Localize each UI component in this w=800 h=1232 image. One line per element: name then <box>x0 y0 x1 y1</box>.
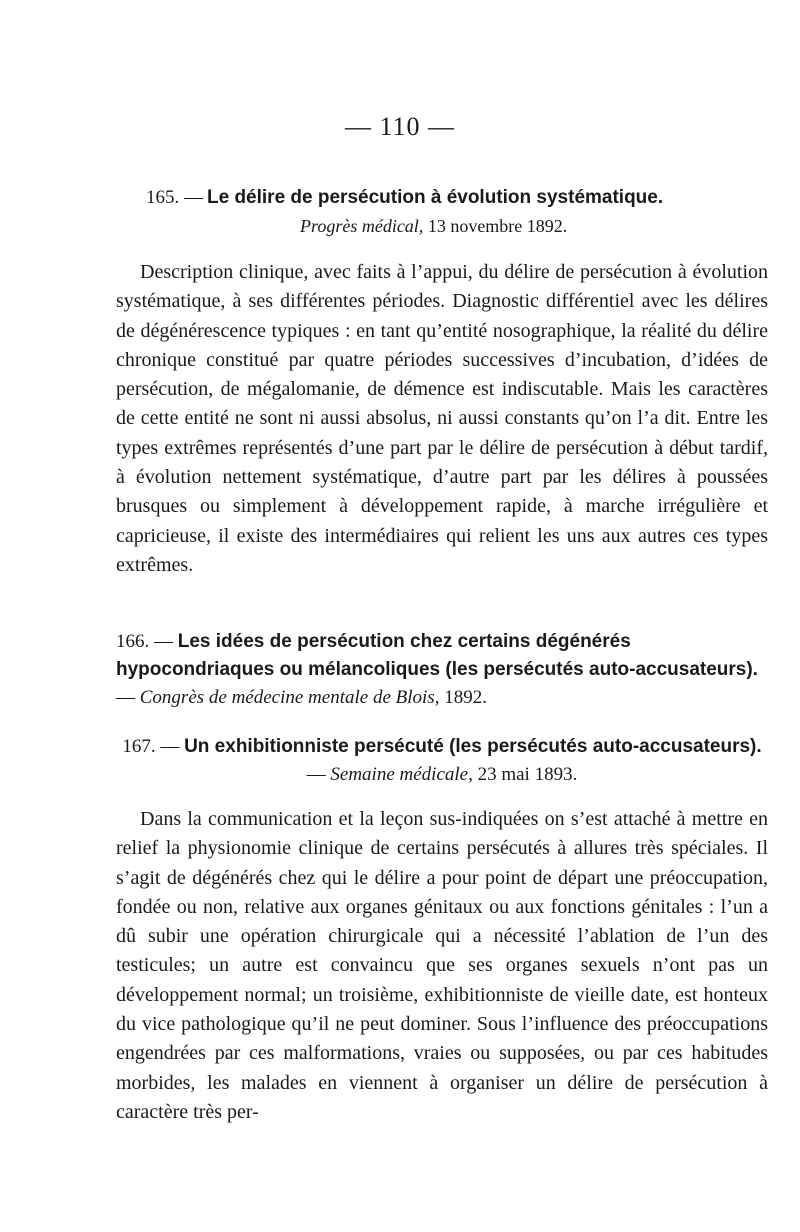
entry-166-title: Les idées de persécution chez certains dégénérés hypocondriaques ou mélancoliques (les persécutés auto-accusateurs). <box>116 631 758 680</box>
entry-166-number: 166. — <box>116 631 173 652</box>
entry-167-dash: — <box>306 764 326 785</box>
entries-166-167-abstract: Dans la communication et la leçon sus-indiquées on s’est attaché à mettre en relief la physionomie clinique de certains persécutés à allures très spéciales. Il s’agit de dégénérés chez qui le délire a pour point de départ une préoccupation, fondée ou non, relative aux organes génitaux ou aux fonctions génitales : l’un a dû subir une opération chirurgicale qui a nécessité l’ablation de l’un des testicules; un autre est convaincu que ses organes sexuels n’ont pas un développement normal; un troisième, exhibitionniste de vieille date, est honteux du vice pathologique qu’il ne peut dominer. Sous l’influence des préoccupations engendrées par ces malformations, vraies ou supposées, ou par ces habitudes morbides, les malades en viennent à organiser un délire de persécution à caractère très per- <box>116 808 768 1123</box>
entry-166-journal: Congrès de médecine mentale de Blois, <box>139 687 440 708</box>
entry-166-dash: — <box>116 687 135 708</box>
entry-165-title: Le délire de persécution à évolution systématique. <box>207 187 664 208</box>
entry-166-heading <box>116 628 768 712</box>
entry-165-number: 165. — <box>146 187 203 208</box>
entry-167-date: 23 mai 1893. <box>477 764 578 785</box>
entry-167-journal: Semaine médicale, <box>330 764 473 785</box>
entry-165-abstract: Description clinique, avec faits à l’appui, du délire de persécution à évolution systématique, à ses différentes périodes. Diagnostic différentiel avec les délires de dégénérescence typiques : en tant qu’entité nosographique, la réalité du délire chronique constitué par quatre périodes successives d’incubation, d’idées de persécution, de mégalomanie, de démence est indiscutable. Mais les caractères de cette entité ne sont ni aussi absolus, ni aussi constants qu’on l’a dit. Entre les types extrêmes représentés d’une part par le délire de persécution à début tardif, à évolution nettement systématique, d’autre part par les délires à poussées brusques ou simplement à développement rapide, à marche irrégulière et capricieuse, il existe des intermédiaires qui relient les uns aux autres ces types extrêmes. <box>116 261 768 576</box>
entry-165-date: 13 novembre 1892. <box>427 216 568 236</box>
entry-166-date: 1892. <box>444 687 487 708</box>
entry-167-number: 167. — <box>122 736 180 757</box>
entry-165-heading <box>146 187 766 209</box>
entry-165-journal: Progrès médical, <box>300 216 424 236</box>
entry-167-heading <box>116 733 768 789</box>
entry-167-title: Un exhibitionniste persécuté (les persécutés auto-accusateurs). <box>184 736 762 757</box>
entry-165-source <box>300 216 567 237</box>
page-number: — 110 — <box>344 112 456 141</box>
